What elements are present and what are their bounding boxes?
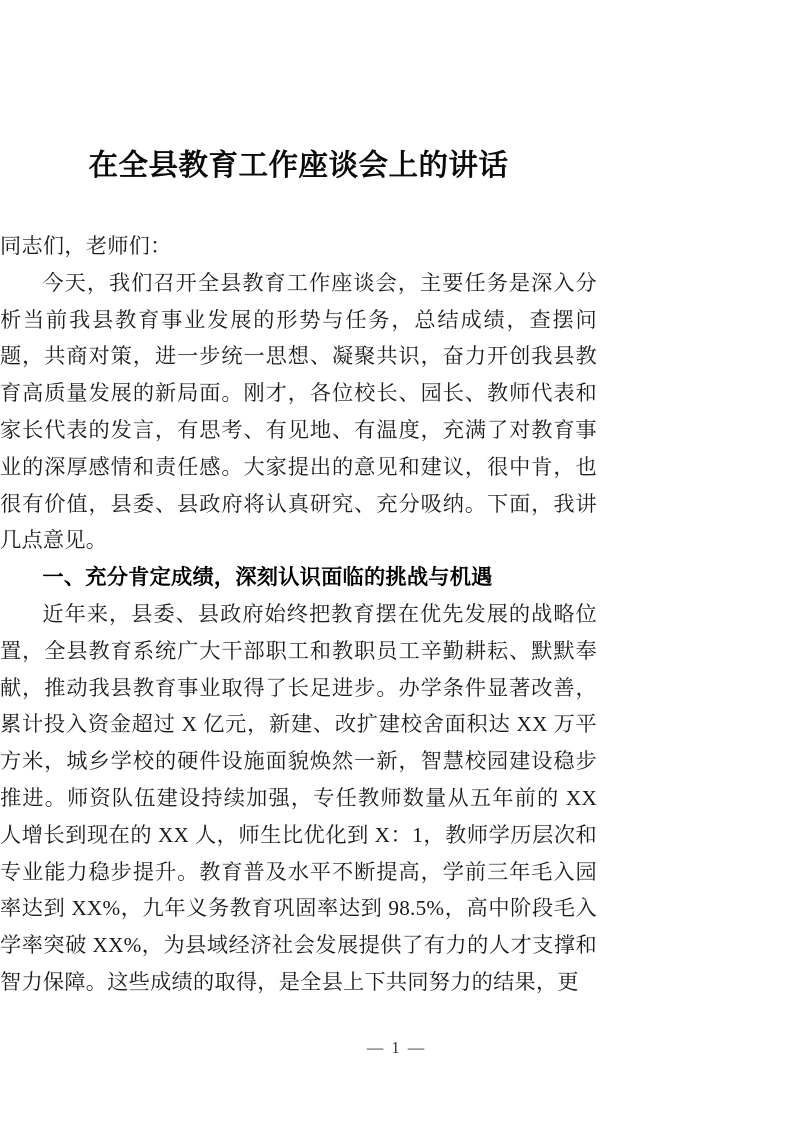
paragraph-intro: 今天，我们召开全县教育工作座谈会，主要任务是深入分析当前我县教育事业发展的形势与任务，总结成绩，查摆问题，共商对策，进一步统一思想、凝聚共识，奋力开创我县教育高质量发展的新局面。刚才，各位校长、园长、教师代表和家长代表的发言，有思考、有见地、有温度，充满了对教育事业的深厚感情和责任感。大家提出的意见和建议，很中肯，也很有价值，县委、县政府将认真研究、充分吸纳。下面，我讲几点意见。	[0, 270, 597, 553]
salutation-line: 同志们，老师们：	[0, 234, 172, 258]
page-footer	[0, 1038, 793, 1058]
paragraph-section-1-body: 近年来，县委、县政府始终把教育摆在优先发展的战略位置，全县教育系统广大干部职工和教职员工辛勤耕耘、默默奉献，推动我县教育事业取得了长足进步。办学条件显著改善，累计投入资金超过 X 亿元，新建、改扩建校舍面积达 XX 万平方米，城乡学校的硬件设施面貌焕然一新，智慧校园建设稳步推进。师资队伍建设持续加强，专任教师数量从五年前的 XX 人增长到现在的 XX 人，师生比优化到 X：1，教师学历层次和专业能力稳步提升。教育普及水平不断提高，学前三年毛入园率达到 XX%，九年义务教育巩固率达到 98.5%，高中阶段毛入学率突破 XX%，为县域经济社会发展提供了有力的人才支撑和智力保障。这些成绩的取得，是全县上下共同努力的结果，更	[0, 601, 597, 994]
section-heading-1: 一、充分肯定成绩，深刻认识面临的挑战与机遇	[42, 565, 493, 590]
document-body	[0, 228, 597, 1001]
page-title: 在全县教育工作座谈会上的讲话	[88, 150, 509, 182]
page-number: — 1 —	[366, 1038, 427, 1057]
